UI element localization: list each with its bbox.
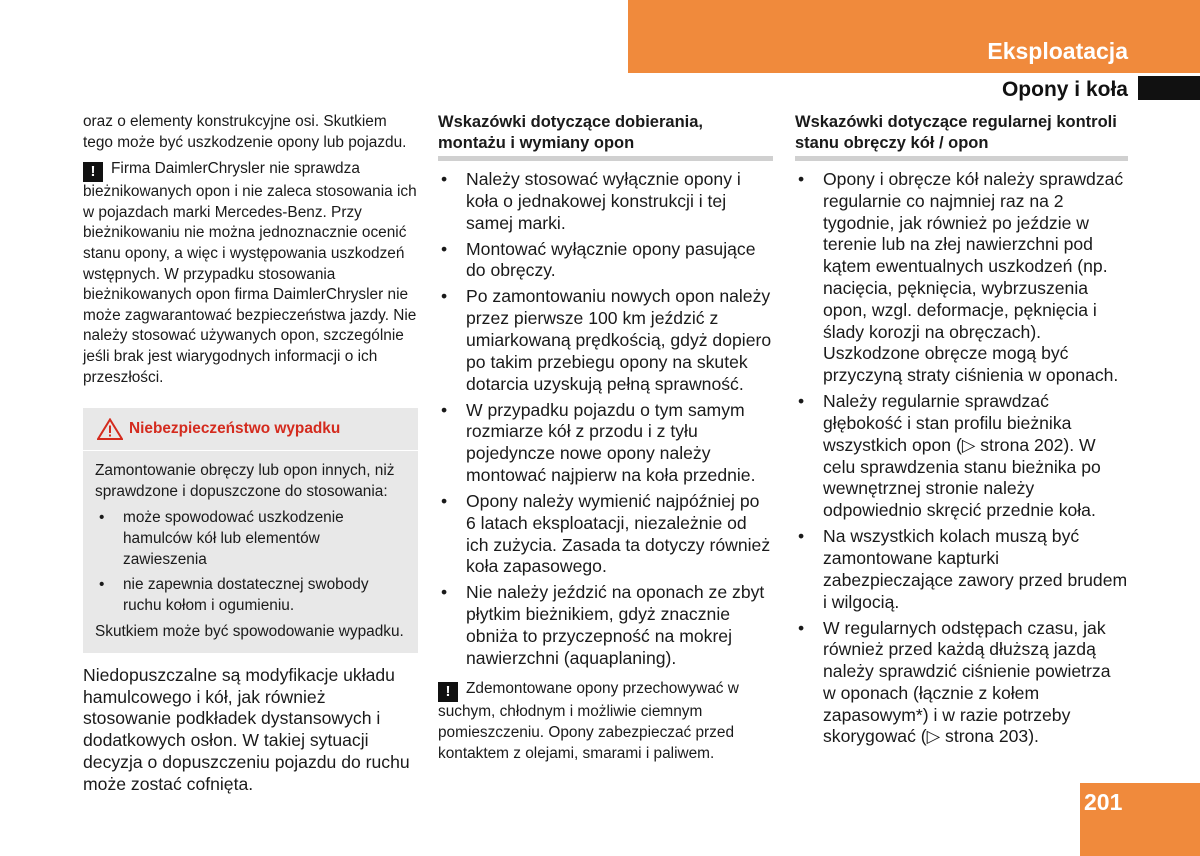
list-item: • Należy stosować wyłącznie opony i koła o jednakowej konstrukcji i tej samej marki. xyxy=(438,169,773,234)
list-item: • Opony i obręcze kół należy sprawdzać regularnie co najmniej raz na 2 tygodnie, jak również po jeździe w terenie lub na złej nawierzchni pod kątem ewentualnych uszkodzeń (np. nacięcia, pęknięcia, wybrzuszenia opon, wzgl. deformacje, pęknięcia i ślady korozji na obręczach). Uszkodzone obręcze mogą być przyczyną straty ciśnienia w oponach. xyxy=(795,169,1128,387)
warning-header xyxy=(83,416,418,451)
list-item: • Na wszystkich kolach muszą być zamontowane kapturki zabezpieczające zawory przed brudem i wilgocią. xyxy=(795,526,1128,613)
warning-intro: Zamontowanie obręczy lub opon innych, niż sprawdzone i dopuszczone do stosowania: xyxy=(95,462,395,500)
section-header-tab xyxy=(628,0,1200,73)
warning-outro: Skutkiem może być spowodowanie wypadku. xyxy=(95,623,404,641)
retread-note-text: Firma DaimlerChrysler nie sprawdza bieżnikowanych opon i nie zaleca stosowania ich w pojazdach marki Mercedes-Benz. Przy bieżnikowaniu nie można jednoznacznie ocenić stanu opony, a więc i występowania uszkodzeń wstępnych. W przypadku stosowania bieżnikowanych opon firma DaimlerChrysler nie może zagwarantować bezpieczeństwa jazdy. Nie należy stosować używanych opon, szczególnie jeśli brak jest wiarygodnych informacji o ich przeszłości. xyxy=(83,160,417,386)
list-item: • Montować wyłącznie opony pasujące do obręczy. xyxy=(438,239,773,283)
list-item: • Po zamontowaniu nowych opon należy przez pierwsze 100 km jeździć z umiarkowaną prędkością, gdyż dopiero po takim przebiegu opony na skutek dotarcia uzyskują pełną sprawność. xyxy=(438,286,773,395)
page-number: 201 xyxy=(1080,783,1200,856)
list-item: • W przypadku pojazdu o tym samym rozmiarze kół z przodu i z tyłu pojedyncze nowe opony należy montować najpierw na koła przednie. xyxy=(438,400,773,487)
retread-note xyxy=(83,159,418,388)
fitting-list xyxy=(438,169,773,669)
list-item: • Opony należy wymienić najpóźniej po 6 latach eksploatacji, niezależnie od ich zużycia. Zasada ta dotyczy również koła zapasowego. xyxy=(438,491,773,578)
warning-list-item: • nie zapewnia dostatecznej swobody ruchu kołom i ogumieniu. xyxy=(95,575,406,616)
section-title: Eksploatacja xyxy=(987,38,1128,64)
warning-list xyxy=(95,508,406,616)
warning-triangle-icon xyxy=(97,418,123,440)
closing-paragraph: Niedopuszczalne są modyfikacje układu hamulcowego i kół, jak również stosowanie podkładek dystansowych i dodatkowych osłon. W takiej sytuacji decyzja o dopuszczeniu pojazdu do ruchu może zostać cofnięta. xyxy=(83,664,410,794)
list-item: • Nie należy jeździć na oponach ze zbyt płytkim bieżnikiem, gdyż znacznie obniża to przyczepność na mokrej nawierzchni (aquaplaning). xyxy=(438,582,773,669)
list-item: • Należy regularnie sprawdzać głębokość i stan profilu bieżnika wszystkich opon (▷ strona 202). W celu sprawdzenia stanu bieżnika po wewnętrznej stronie należy odpowiednio skręcić przednie koła. xyxy=(795,391,1128,522)
subsection-title: Opony i koła xyxy=(1001,78,1128,101)
storage-note-text: Zdemontowane opony przechowywać w suchym, chłodnym i możliwie ciemnym pomieszczeniu. Opony zabezpieczać przed kontaktem z olejami, smarami i paliwem. xyxy=(438,680,739,762)
storage-note xyxy=(438,679,773,764)
column-middle xyxy=(438,112,773,764)
warning-title: Niebezpieczeństwo wypadku xyxy=(129,419,341,437)
column-left xyxy=(83,112,418,796)
fitting-heading: Wskazówki dotyczące dobierania, montażu i wymiany opon xyxy=(438,112,773,161)
exclamation-icon: ! xyxy=(438,682,458,702)
accident-warning-box xyxy=(83,408,418,653)
warning-list-item: • może spowodować uszkodzenie hamulców kół lub elementów zawieszenia xyxy=(95,508,406,570)
inspection-heading: Wskazówki dotyczące regularnej kontroli stanu obręczy kół / opon xyxy=(795,112,1128,161)
subsection-marker xyxy=(1138,76,1200,100)
intro-paragraph: oraz o elementy konstrukcyjne osi. Skutkiem tego może być uszkodzenie opony lub pojazdu. xyxy=(83,113,407,151)
column-right xyxy=(795,112,1128,752)
inspection-list xyxy=(795,169,1128,748)
exclamation-icon: ! xyxy=(83,162,103,182)
list-item: • W regularnych odstępach czasu, jak również przed każdą dłuższą jazdą należy sprawdzić ciśnienie powietrza w oponach (łącznie z kołem zapasowym*) i w razie potrzeby skorygować (▷ strona 203). xyxy=(795,618,1128,749)
